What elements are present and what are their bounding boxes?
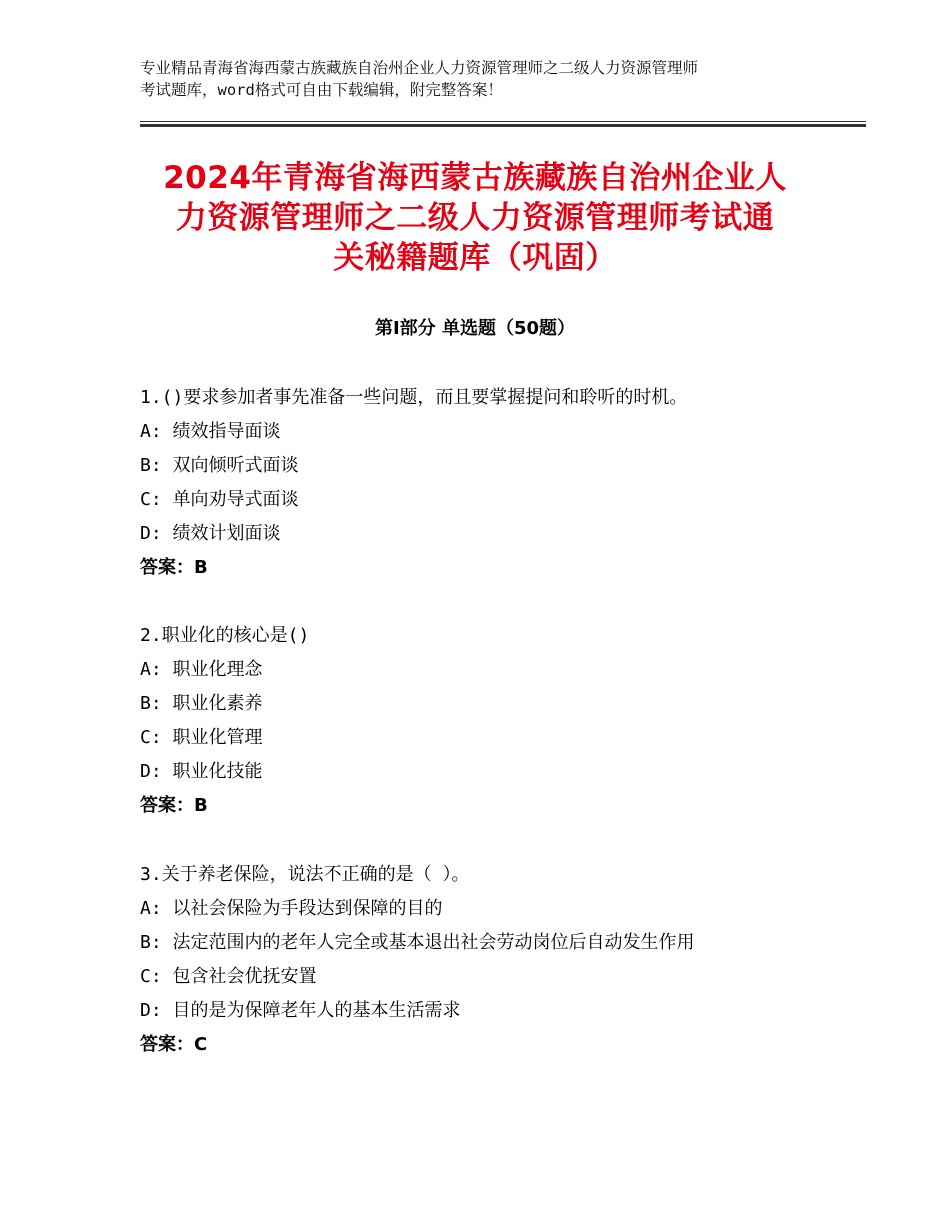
question-stem: 3.关于养老保险，说法不正确的是（ ）。 [140, 864, 470, 885]
option-c: C: 单向劝导式面谈 [140, 489, 299, 510]
option-a: A: 以社会保险为手段达到保障的目的 [140, 898, 443, 919]
option-d: D: 目的是为保障老年人的基本生活需求 [140, 1000, 461, 1021]
answer: 答案：B [140, 557, 208, 578]
option-c: C: 职业化管理 [140, 727, 263, 748]
option-b: B: 法定范围内的老年人完全或基本退出社会劳动岗位后自动发生作用 [140, 932, 695, 953]
header-note [140, 57, 830, 101]
header-rule-bottom [140, 124, 866, 127]
question-stem: 2.职业化的核心是() [140, 625, 310, 646]
option-b: B: 双向倾听式面谈 [140, 455, 299, 476]
option-a: A: 职业化理念 [140, 659, 263, 680]
header-note-line-1: 专业精品青海省海西蒙古族藏族自治州企业人力资源管理师之二级人力资源管理师 [140, 59, 699, 77]
option-b: B: 职业化素养 [140, 693, 263, 714]
option-a: A: 绩效指导面谈 [140, 421, 281, 442]
header-note-line-2: 考试题库，word格式可自由下载编辑，附完整答案！ [140, 81, 503, 99]
question-3 [140, 858, 840, 1062]
header-rule-top [140, 121, 866, 122]
document-title-line-2: 力资源管理师之二级人力资源管理师考试通 [175, 200, 775, 236]
question-stem: 1.()要求参加者事先准备一些问题，而且要掌握提问和聆听的时机。 [140, 387, 688, 408]
document-title-line-3: 关秘籍题库（巩固） [333, 240, 617, 276]
question-2 [140, 619, 840, 823]
option-d: D: 绩效计划面谈 [140, 523, 281, 544]
section-title: 第Ⅰ部分 单选题（50题） [374, 318, 575, 339]
document-title [130, 158, 820, 278]
option-d: D: 职业化技能 [140, 761, 263, 782]
answer: 答案：B [140, 795, 208, 816]
document-title-line-1: 2024年青海省海西蒙古族藏族自治州企业人 [163, 160, 787, 196]
option-c: C: 包含社会优抚安置 [140, 966, 317, 987]
question-1 [140, 381, 840, 585]
answer: 答案：C [140, 1034, 208, 1055]
